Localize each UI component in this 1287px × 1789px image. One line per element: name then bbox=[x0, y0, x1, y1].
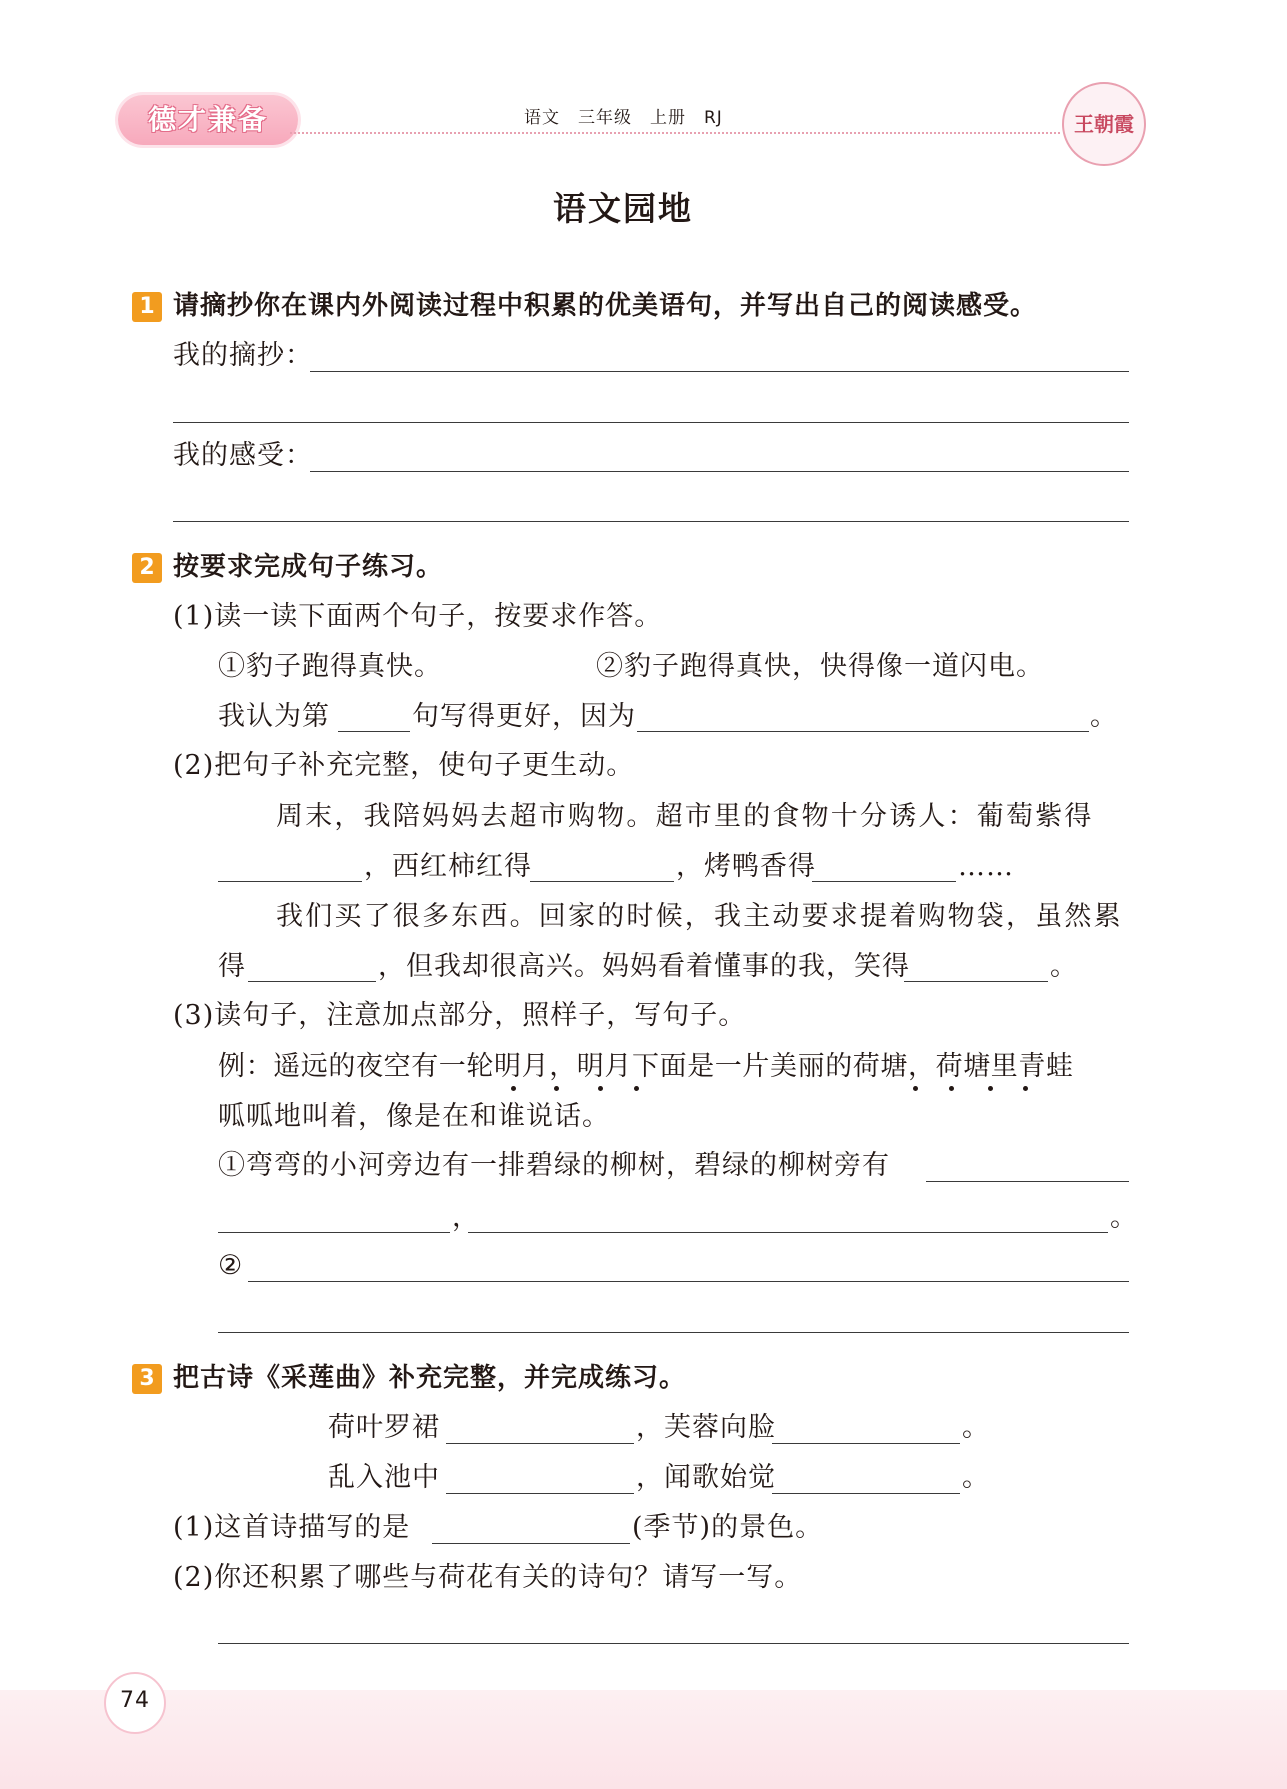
q1-feeling-line-1[interactable] bbox=[310, 471, 1129, 472]
q1-feeling-label: 我的感受： bbox=[173, 440, 313, 471]
brand-logo-text: 德才兼备 bbox=[147, 103, 268, 136]
q2-part2-blank-tired[interactable] bbox=[248, 981, 376, 982]
q2-title: 按要求完成句子练习。 bbox=[173, 552, 444, 582]
q2-part2-blank-smile[interactable] bbox=[904, 981, 1048, 982]
q1-excerpt-line-1[interactable] bbox=[310, 371, 1129, 372]
emphasis-dot bbox=[554, 1086, 559, 1091]
q1-title: 请摘抄你在课内外阅读过程中积累的优美语句，并写出自己的阅读感受。 bbox=[173, 291, 1038, 321]
q2-part2-title: (2)把句子补充完整，使句子更生动。 bbox=[173, 750, 635, 781]
q2-part1-blank-reason[interactable] bbox=[637, 731, 1089, 732]
q3-part1-a: (1)这首诗描写的是 bbox=[173, 1512, 411, 1543]
q3-poem-blank-2[interactable] bbox=[772, 1443, 960, 1444]
q2-part3-item2-blank-a[interactable] bbox=[248, 1281, 1129, 1282]
q2-part2-ellipsis: …… bbox=[958, 851, 1014, 882]
emphasis-dot bbox=[598, 1086, 603, 1091]
q3-part2: (2)你还积累了哪些与荷花有关的诗句？请写一写。 bbox=[173, 1562, 803, 1593]
brand-logo bbox=[118, 95, 298, 145]
q3-part1-blank-season[interactable] bbox=[432, 1543, 630, 1544]
q3-poem-period-1: 。 bbox=[962, 1412, 990, 1443]
emphasis-dot bbox=[511, 1086, 516, 1091]
q2-part1-sentence-b: ②豹子跑得真快，快得像一道闪电。 bbox=[596, 651, 1044, 682]
q2-part2-line4-b: ，但我却很高兴。妈妈看着懂事的我，笑得 bbox=[378, 951, 910, 982]
seal-text: 王朝霞 bbox=[1074, 112, 1134, 136]
header-subject: 语文 三年级 上册 RJ bbox=[524, 108, 723, 128]
q2-part3-example-line1: 例：遥远的夜空有一轮明月，明月下面是一片美丽的荷塘，荷塘里青蛙 bbox=[218, 1051, 1074, 1082]
q3-poem-line2-a: 乱入池中 bbox=[328, 1462, 440, 1493]
q3-poem-blank-1[interactable] bbox=[446, 1443, 634, 1444]
emphasis-dot bbox=[949, 1086, 954, 1091]
q3-poem-line1-a: 荷叶罗裙 bbox=[328, 1412, 440, 1443]
q2-part2-line1: 周末，我陪妈妈去超市购物。超市里的食物十分诱人：葡萄紫得 bbox=[276, 801, 1094, 832]
q2-part3-item2-blank-b[interactable] bbox=[218, 1332, 1129, 1333]
q2-part2-line2-a: ，西红柿红得 bbox=[364, 851, 532, 882]
q2-part3-item2: ② bbox=[218, 1250, 244, 1281]
q2-part2-blank-duck[interactable] bbox=[812, 881, 956, 882]
q3-part1-b: (季节)的景色。 bbox=[632, 1512, 824, 1543]
q3-poem-line2-b: ，闻歌始觉 bbox=[636, 1462, 776, 1493]
q2-part3-item1-blank-a[interactable] bbox=[926, 1181, 1129, 1182]
q3-part2-blank[interactable] bbox=[218, 1643, 1129, 1644]
q3-title: 把古诗《采莲曲》补充完整，并完成练习。 bbox=[173, 1363, 687, 1393]
header-divider bbox=[290, 132, 1060, 134]
q2-part3-period: 。 bbox=[1110, 1202, 1138, 1233]
q2-part2-blank-tomato[interactable] bbox=[530, 881, 674, 882]
teacher-seal bbox=[1062, 82, 1146, 166]
q2-part3-comma: ， bbox=[452, 1202, 480, 1233]
q2-part1-title: (1)读一读下面两个句子，按要求作答。 bbox=[173, 601, 663, 632]
page-number: 74 bbox=[120, 1688, 150, 1713]
footer-background bbox=[0, 1690, 1287, 1789]
q1-feeling-line-2[interactable] bbox=[173, 521, 1129, 522]
q2-part2-line4-a: 得 bbox=[218, 951, 246, 982]
q2-part2-line2-b: ，烤鸭香得 bbox=[676, 851, 816, 882]
q2-part3-item1-blank-b[interactable] bbox=[218, 1232, 450, 1233]
q2-part1-period: 。 bbox=[1090, 701, 1118, 732]
q1-excerpt-line-2[interactable] bbox=[173, 422, 1129, 423]
q2-part3-example-line2: 呱呱地叫着，像是在和谁说话。 bbox=[218, 1101, 610, 1132]
q2-part3-item1: ①弯弯的小河旁边有一排碧绿的柳树，碧绿的柳树旁有 bbox=[218, 1150, 890, 1181]
emphasis-dot bbox=[1023, 1086, 1028, 1091]
page-title: 语文园地 bbox=[553, 189, 693, 228]
q2-part2-line3: 我们买了很多东西。回家的时候，我主动要求提着购物袋，虽然累 bbox=[276, 901, 1123, 932]
q2-part1-answer-prefix: 我认为第 bbox=[218, 701, 330, 732]
emphasis-dot bbox=[913, 1086, 918, 1091]
q1-number-badge: 1 bbox=[132, 292, 162, 322]
q3-poem-period-2: 。 bbox=[962, 1462, 990, 1493]
q2-part2-blank-grape[interactable] bbox=[218, 881, 362, 882]
q3-poem-line1-b: ，芙蓉向脸 bbox=[636, 1412, 776, 1443]
emphasis-dot bbox=[634, 1086, 639, 1091]
q1-excerpt-label: 我的摘抄： bbox=[173, 340, 313, 371]
q2-number-badge: 2 bbox=[132, 553, 162, 583]
q2-part3-item1-blank-c[interactable] bbox=[468, 1232, 1108, 1233]
q3-poem-blank-4[interactable] bbox=[772, 1493, 960, 1494]
emphasis-dot bbox=[988, 1086, 993, 1091]
q3-number-badge: 3 bbox=[132, 1364, 162, 1394]
q3-poem-blank-3[interactable] bbox=[446, 1493, 634, 1494]
q2-part3-title: (3)读句子，注意加点部分，照样子，写句子。 bbox=[173, 1000, 747, 1031]
q2-part2-period: 。 bbox=[1050, 951, 1078, 982]
q2-part1-blank-number[interactable] bbox=[338, 731, 410, 732]
page-number-badge bbox=[104, 1672, 166, 1734]
q2-part1-sentence-a: ①豹子跑得真快。 bbox=[218, 651, 442, 682]
q2-part1-answer-middle: 句写得更好，因为 bbox=[412, 701, 636, 732]
